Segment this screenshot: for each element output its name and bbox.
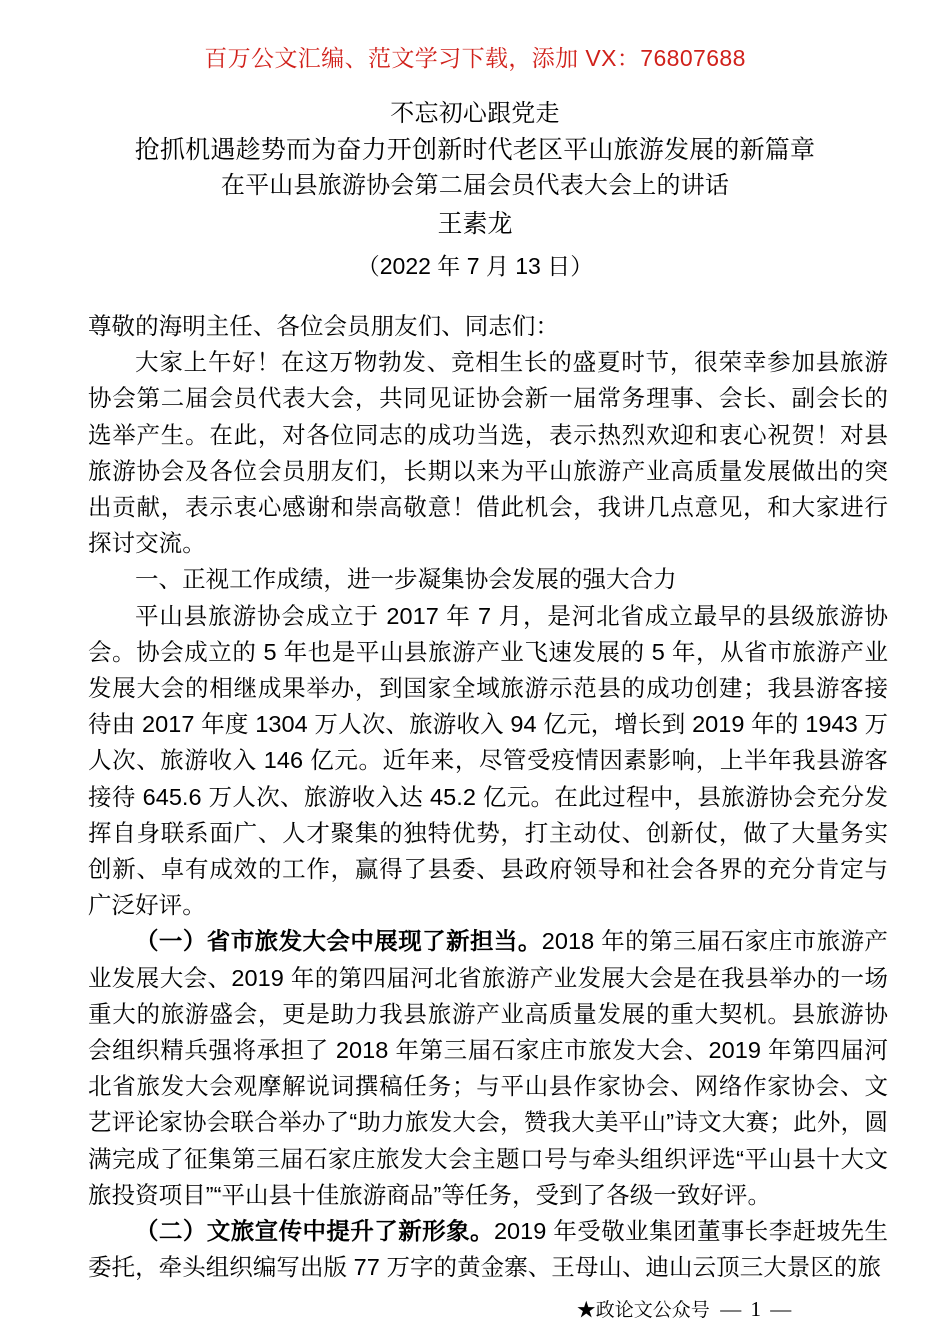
- salutation-paragraph: 尊敬的海明主任、各位会员朋友们、同志们：: [88, 313, 559, 339]
- body-paragraph-3: [88, 923, 888, 1213]
- footer-inner: [577, 1295, 794, 1322]
- subsection-text-1: 2018 年的第三届石家庄市旅游产业发展大会、2019 年的第四届河北省旅游产业发展大会是在我县举办的一场重大的旅游盛会，更是助力我县旅游产业高质量发展的重大契机。县旅游协会组织精兵强将承担了 2018 年第三届石家庄市旅发大会、2019 年第四届河北省旅发大会观摩解说词撰稿任务；与平山县作家协会、网络作家协会、文艺评论家协会联合举办了“助力旅发大会，赞我大美平山”诗文大赛；此外，圆满完成了征集第三届石家庄旅发大会主题口号与牵头组织评选“平山县十大文旅投资项目”“平山县十佳旅游商品”等任务，受到了各级一致好评。: [88, 928, 888, 1208]
- title-line-1: 不忘初心跟党走: [390, 100, 560, 127]
- speech-date: （2022 年 7 月 13 日）: [356, 253, 594, 279]
- title-block: [0, 96, 950, 288]
- page-number: — 1 —: [720, 1297, 794, 1321]
- document-body: [88, 308, 888, 1285]
- promo-header-text: 百万公文汇编、范文学习下载，添加 VX：76807688: [204, 45, 746, 71]
- subsection-label-1: （一）省市旅发大会中展现了新担当。: [135, 928, 542, 955]
- body-paragraph-4: [88, 1213, 888, 1285]
- star-channel-mark: ★政论文公众号: [576, 1300, 710, 1321]
- author-name: 王素龙: [437, 210, 513, 238]
- subsection-label-2: （二）文旅宣传中提升了新形象。: [135, 1218, 494, 1245]
- page-footer: [0, 1295, 950, 1322]
- title-line-2: 抢抓机遇趁势而为奋力开创新时代老区平山旅游发展的新篇章: [134, 136, 816, 164]
- subsection-text-2: 2019 年受敬业集团董事长李赶坡先生委托，牵头组织编写出版 77 万字的黄金寨、王母山、迪山云顶三大景区的旅: [88, 1218, 888, 1281]
- section-heading-1: 一、正视工作成绩，进一步凝集协会发展的强大合力: [135, 566, 677, 593]
- body-paragraph-2: 平山县旅游协会成立于 2017 年 7 月，是河北省成立最早的县级旅游协会。协会成立的 5 年也是平山县旅游产业飞速发展的 5 年，从省市旅游产业发展大会的相继成果举办，到国家全域旅游示范县的成功创建；我县游客接待由 2017 年度 1304 万人次、旅游收入 94 亿元，增长到 2019 年的 1943 万人次、旅游收入 146 亿元。近年来，尽管受疫情因素影响，上半年我县游客接待 645.6 万人次、旅游收入达 45.2 亿元。在此过程中，县旅游协会充分发挥自身联系面广、人才聚集的独特优势，打主动仗、创新仗，做了大量务实创新、卓有成效的工作，赢得了县委、县政府领导和社会各界的充分肯定与广泛好评。: [88, 602, 888, 919]
- title-line-3: 在平山县旅游协会第二届会员代表大会上的讲话: [220, 172, 730, 199]
- body-paragraph-1: 大家上午好！在这万物勃发、竞相生长的盛夏时节，很荣幸参加县旅游协会第二届会员代表大会，共同见证协会新一届常务理事、会长、副会长的选举产生。在此，对各位同志的成功当选，表示热烈欢迎和衷心祝贺！对县旅游协会及各位会员朋友们，长期以来为平山旅游产业高质量发展做出的突出贡献，表示衷心感谢和崇高敬意！借此机会，我讲几点意见，和大家进行探讨交流。: [88, 349, 888, 557]
